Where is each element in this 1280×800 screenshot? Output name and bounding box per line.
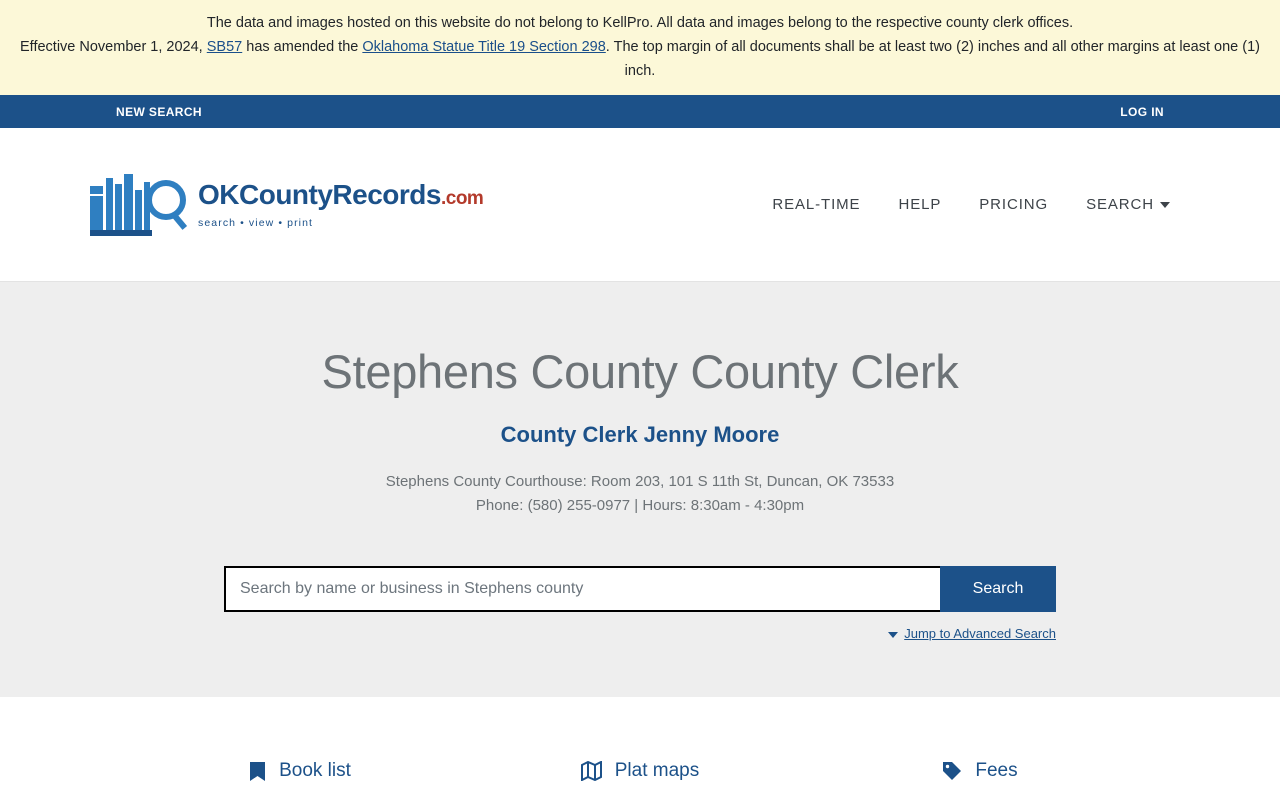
quick-link-label-plat-maps: Plat maps — [614, 760, 700, 781]
log-in-link[interactable]: LOG IN — [1120, 104, 1164, 119]
quick-link-plat-maps[interactable] — [470, 760, 810, 782]
new-search-link[interactable]: NEW SEARCH — [116, 104, 203, 119]
logo-dotcom: .com — [440, 188, 484, 209]
site-logo[interactable] — [88, 172, 483, 238]
quick-link-label-fees: Fees — [975, 760, 1018, 781]
tag-icon — [942, 761, 962, 781]
nav-item-search[interactable] — [1086, 196, 1170, 213]
jump-to-advanced-search-link[interactable]: Jump to Advanced Search — [904, 626, 1056, 641]
logo-wordmark — [198, 180, 483, 229]
logo-title — [198, 180, 483, 214]
search-button[interactable]: Search — [940, 566, 1056, 612]
logo-tagline: search • view • print — [198, 217, 314, 229]
quick-link-label-book-list: Book list — [279, 760, 351, 781]
notice-line-2-pre: Effective November 1, 2024, — [20, 39, 207, 55]
notice-line-2 — [10, 35, 1270, 83]
nav-label-help: HELP — [898, 196, 942, 213]
county-clerk-name: County Clerk Jenny Moore — [500, 422, 780, 447]
chevron-down-icon — [1160, 202, 1170, 208]
courthouse-address: Stephens County Courthouse: Room 203, 101 S 11th St, Duncan, OK 73533 — [385, 473, 895, 490]
logo-title-ok: OK — [198, 179, 239, 210]
oklahoma-statute-link[interactable]: Oklahoma Statue Title 19 Section 298 — [362, 39, 606, 55]
quick-links-bar — [0, 697, 1280, 800]
nav-item-real-time[interactable] — [772, 196, 860, 213]
search-input[interactable] — [224, 566, 940, 612]
notice-line-1: The data and images hosted on this website do not belong to KellPro. All data and images belong to the respective county clerk offices. — [206, 15, 1074, 31]
nav-label-pricing: PRICING — [979, 196, 1049, 213]
site-notice-banner — [0, 0, 1280, 95]
quick-link-book-list[interactable] — [130, 760, 470, 782]
main-navigation — [772, 196, 1170, 213]
nav-label-search: SEARCH — [1086, 196, 1154, 213]
map-icon — [581, 761, 602, 781]
nav-item-help[interactable] — [898, 196, 941, 213]
logo-mark-icon — [88, 172, 196, 238]
nav-item-pricing[interactable] — [979, 196, 1048, 213]
notice-line-2-mid: has amended the — [242, 39, 363, 55]
advanced-search-row — [224, 626, 1056, 641]
page-title: Stephens County County Clerk — [321, 345, 959, 398]
nav-label-real-time: REAL-TIME — [772, 196, 861, 213]
utility-navbar — [0, 95, 1280, 128]
notice-line-2-post: . The top margin of all documents shall be at least two (2) inches and all other margins at least one (1) inch. — [605, 39, 1260, 79]
sb57-link[interactable]: SB57 — [206, 39, 243, 55]
quick-link-fees[interactable] — [810, 760, 1150, 782]
book-icon — [249, 761, 266, 782]
search-form — [0, 566, 1280, 612]
phone-and-hours: Phone: (580) 255-0977 | Hours: 8:30am - 4:30pm — [475, 497, 805, 514]
logo-title-rest: CountyRecords — [239, 179, 441, 210]
site-header — [0, 128, 1280, 282]
hero-section — [0, 282, 1280, 697]
caret-down-icon — [888, 632, 898, 638]
